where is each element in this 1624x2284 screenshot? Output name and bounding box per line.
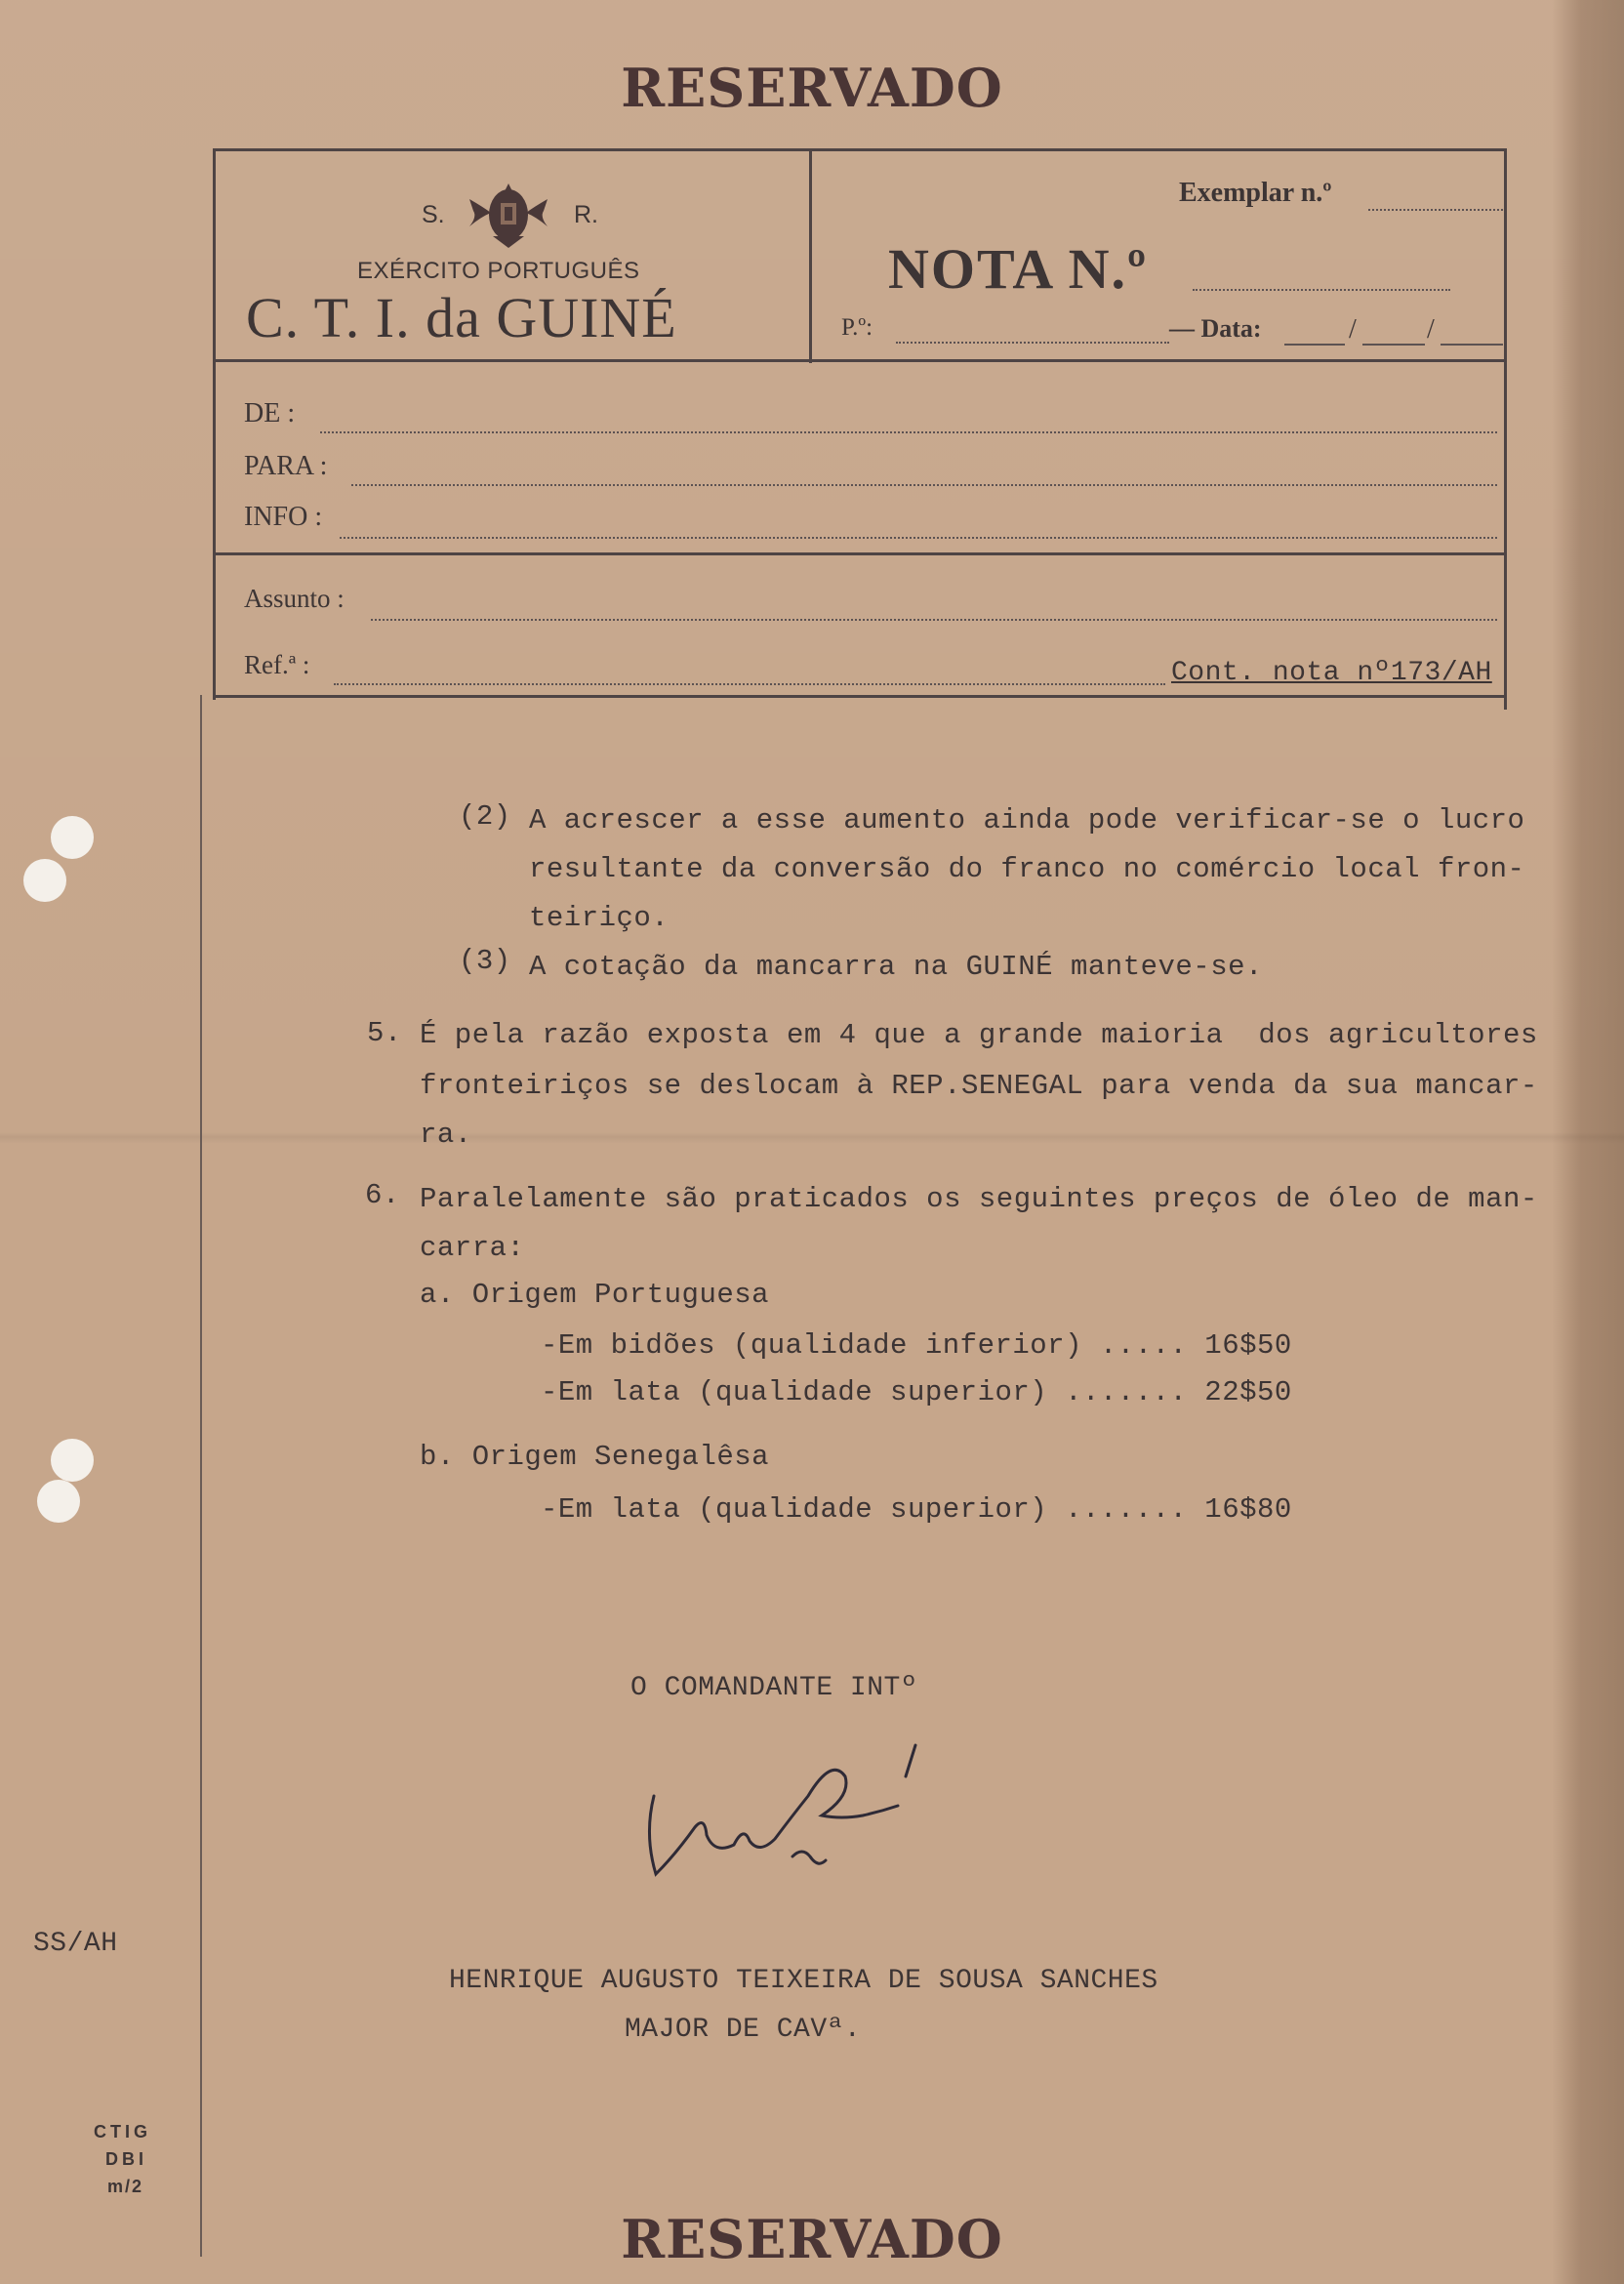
nota-label: NOTA N.º [888, 237, 1149, 301]
date-slash-1: / [1349, 314, 1357, 345]
po-label: P.º: [841, 314, 873, 341]
item-b-title: b. Origem Senegalêsa [420, 1441, 770, 1473]
signatory-name: HENRIQUE AUGUSTO TEIXEIRA DE SOUSA SANCHES [449, 1966, 1158, 1996]
para-field[interactable] [351, 484, 1497, 486]
punch-hole [51, 1439, 94, 1482]
item-b-line-1: -Em lata (qualidade superior) ....... 16$80 [541, 1493, 1292, 1526]
date-day-field[interactable] [1284, 344, 1345, 346]
paragraph-5-line-3: ra. [420, 1119, 472, 1151]
form-code-line-2: DBI [105, 2149, 147, 2169]
paragraph-6-number: 6. [365, 1179, 400, 1211]
ref-field[interactable] [334, 683, 1165, 685]
date-slash-2: / [1427, 314, 1435, 345]
note-2-line-1: A acrescer a esse aumento ainda pode verificar-se o lucro [529, 804, 1525, 836]
header-s-label: S. [422, 201, 445, 228]
exemplar-field[interactable] [1368, 209, 1503, 211]
header-divider [809, 148, 812, 363]
item-a-line-2: -Em lata (qualidade superior) ....... 22$50 [541, 1376, 1292, 1408]
signatory-rank: MAJOR DE CAVª. [625, 2015, 862, 2045]
date-year-field[interactable] [1441, 344, 1503, 346]
form-code-line-3: m/2 [107, 2177, 144, 2196]
paragraph-5-line-1: É pela razão exposta em 4 que a grande maioria dos agricultores [420, 1019, 1538, 1051]
note-2-number: (2) [459, 800, 511, 833]
note-3-number: (3) [459, 945, 511, 977]
punch-hole [51, 816, 94, 859]
punch-hole [23, 859, 66, 902]
nota-number-field[interactable] [1193, 289, 1450, 291]
exemplar-label: Exemplar n.º [1179, 178, 1332, 208]
classification-stamp-top: RESERVADO [621, 57, 1003, 119]
typist-initials: SS/AH [33, 1929, 118, 1959]
header-top-border [213, 148, 1507, 151]
punch-hole [37, 1480, 80, 1523]
classification-stamp-bottom: RESERVADO [621, 2208, 1003, 2270]
assunto-field[interactable] [371, 619, 1497, 621]
para-label: PARA : [244, 451, 328, 481]
unit-name: C. T. I. da GUINÉ [246, 286, 677, 349]
de-field[interactable] [320, 431, 1497, 433]
signatory-title: O COMANDANTE INTº [630, 1673, 918, 1703]
header-separator [213, 359, 1507, 362]
item-a-title: a. Origem Portuguesa [420, 1279, 770, 1311]
paragraph-5-line-2: fronteiriços se deslocam à REP.SENEGAL para venda da sua mancar- [420, 1070, 1538, 1102]
army-label: EXÉRCITO PORTUGUÊS [357, 258, 640, 284]
date-month-field[interactable] [1362, 344, 1425, 346]
coat-of-arms-icon [464, 178, 553, 250]
ref-label: Ref.ª : [244, 650, 310, 679]
assunto-label: Assunto : [244, 584, 345, 613]
note-2-line-3: teiriço. [529, 902, 670, 934]
de-label: DE : [244, 398, 296, 428]
info-label: INFO : [244, 502, 323, 532]
data-label: — Data: [1169, 314, 1262, 343]
paragraph-5-number: 5. [367, 1017, 402, 1049]
paragraph-6-line-2: carra: [420, 1232, 525, 1264]
paragraph-6-line-1: Paralelamente são praticados os seguintes preços de óleo de man- [420, 1183, 1538, 1215]
header-bottom-border [213, 695, 1507, 698]
item-a-line-1: -Em bidões (qualidade inferior) ..... 16$50 [541, 1329, 1292, 1362]
left-margin-line [200, 695, 202, 2257]
header-r-label: R. [574, 201, 598, 228]
ref-value: Cont. nota nº173/AH [1171, 658, 1492, 688]
note-2-line-2: resultante da conversão do franco no comércio local fron- [529, 853, 1525, 885]
fields-separator [213, 552, 1507, 555]
handwritten-signature-icon [636, 1737, 929, 1894]
header-left-border [213, 148, 216, 700]
po-field[interactable] [896, 342, 1169, 344]
info-field[interactable] [340, 537, 1497, 539]
note-3-line-1: A cotação da mancarra na GUINÉ manteve-se. [529, 951, 1263, 983]
form-code-line-1: CTIG [94, 2122, 151, 2141]
header-right-border [1504, 148, 1507, 710]
